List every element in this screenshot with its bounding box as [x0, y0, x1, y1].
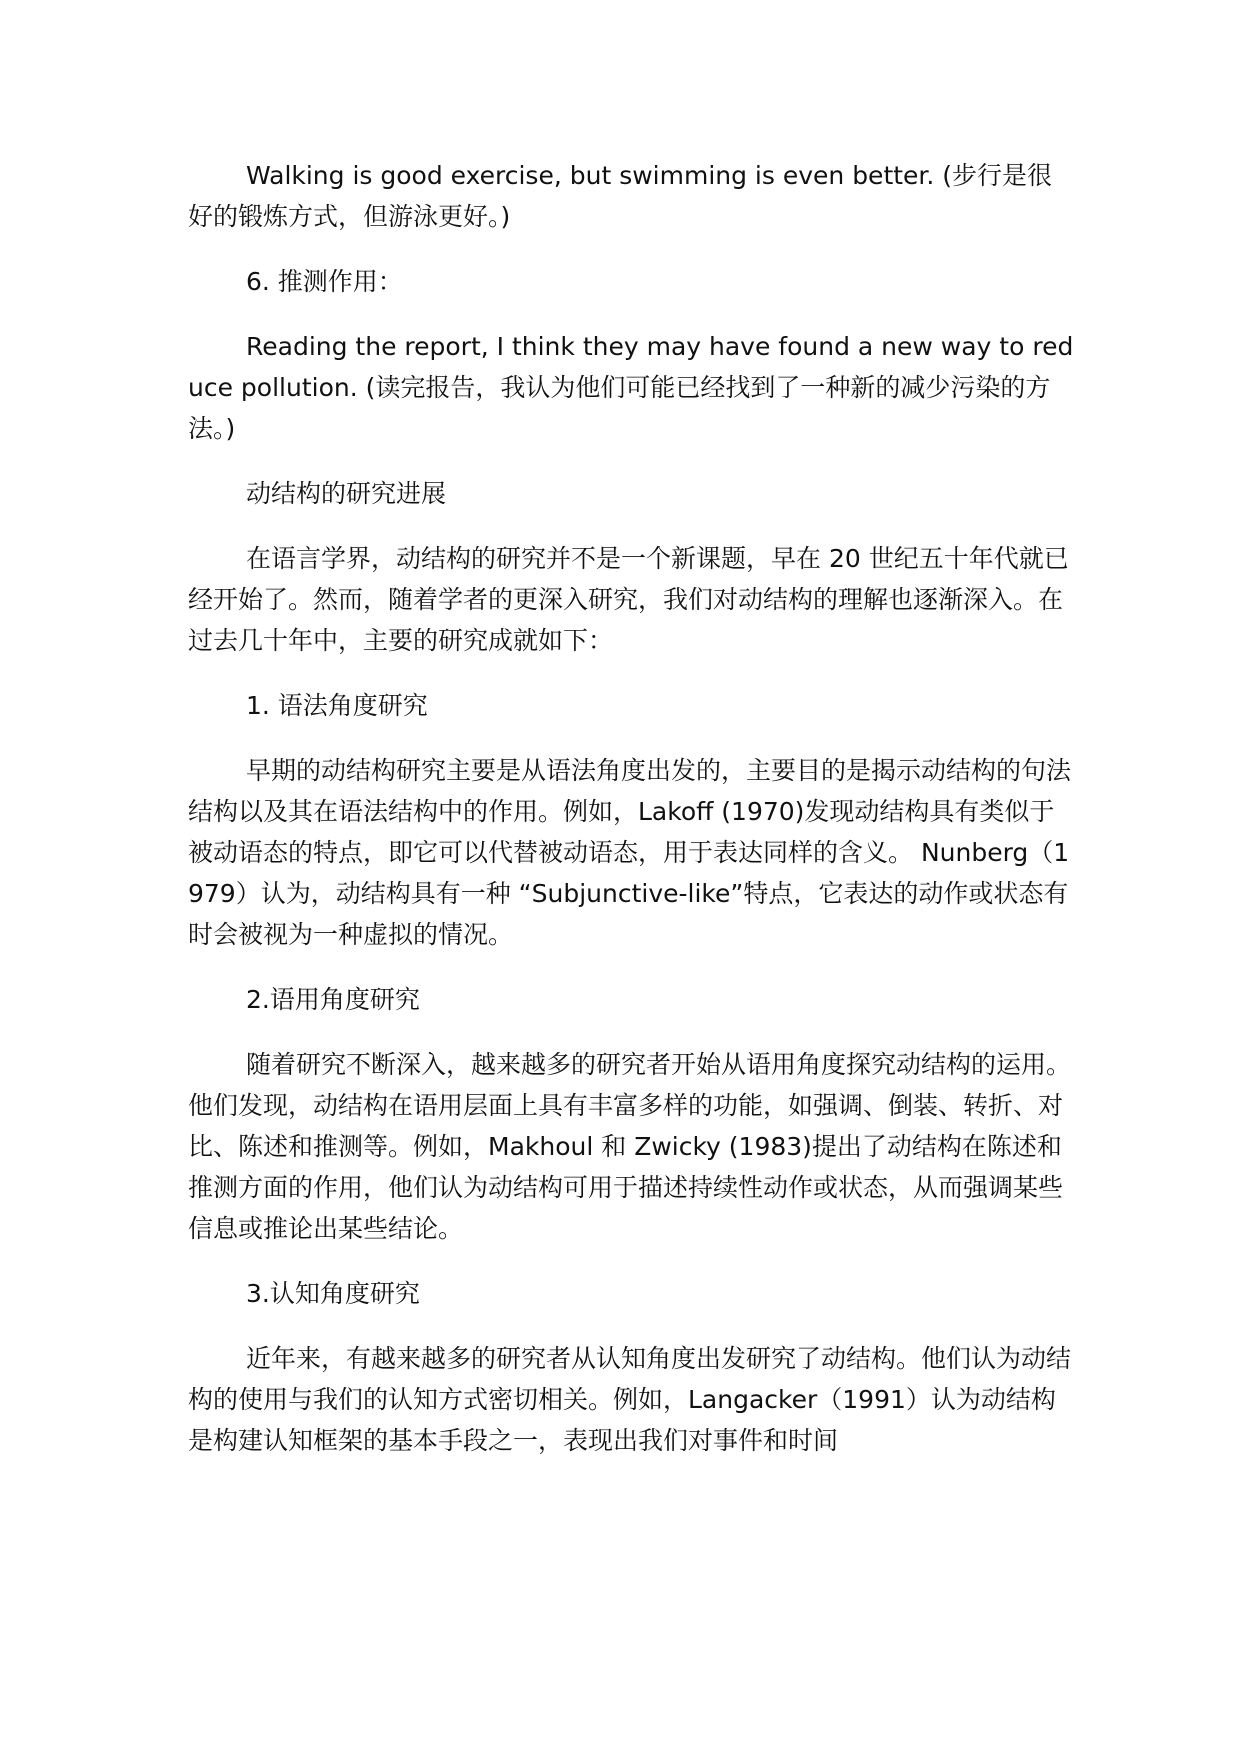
pragmatics-paragraph: 随着研究不断深入，越来越多的研究者开始从语用角度探究动结构的运用。他们发现，动结构在语用层面上具有丰富多样的功能，如强调、倒装、转折、对比、陈述和推测等。例如，Makhoul 和 Zwicky (1983)提出了动结构在陈述和推测方面的作用，他们认为动结构可用于描述持续性动作或状态，从而强调某些信息或推论出某些结论。 [188, 1050, 1072, 1243]
intro-paragraph: 在语言学界，动结构的研究并不是一个新课题，早在 20 世纪五十年代就已经开始了。然而，随着学者的更深入研究，我们对动结构的理解也逐渐深入。在过去几十年中，主要的研究成就如下： [188, 544, 1069, 655]
subsection-cognition-heading: 3.认知角度研究 [246, 1279, 420, 1308]
subsection-grammar-heading: 1. 语法角度研究 [246, 691, 428, 720]
subsection-pragmatics-heading: 2.语用角度研究 [246, 985, 420, 1014]
example-walking: Walking is good exercise, but swimming is even better. (步行是很好的锻炼方式，但游泳更好。) [188, 161, 1053, 231]
section-title: 动结构的研究进展 [246, 479, 447, 508]
document-body [188, 155, 1076, 1485]
cognition-paragraph: 近年来，有越来越多的研究者从认知角度出发研究了动结构。他们认为动结构的使用与我们的认知方式密切相关。例如，Langacker（1991）认为动结构是构建认知框架的基本手段之一，表现出我们对事件和时间 [188, 1344, 1072, 1455]
item-6-heading: 6. 推测作用： [246, 267, 403, 296]
grammar-paragraph: 早期的动结构研究主要是从语法角度出发的，主要目的是揭示动结构的句法结构以及其在语法结构中的作用。例如，Lakoff (1970)发现动结构具有类似于被动语态的特点，即它可以代替被动语态，用于表达同样的含义。 Nunberg（1979）认为，动结构具有一种 “Subjunctive-like”特点，它表达的动作或状态有时会被视为一种虚拟的情况。 [188, 756, 1072, 949]
example-reading-report: Reading the report, I think they may have found a new way to reduce pollution. (读完报告，我认为他们可能已经找到了一种新的减少污染的方法。) [188, 332, 1074, 443]
